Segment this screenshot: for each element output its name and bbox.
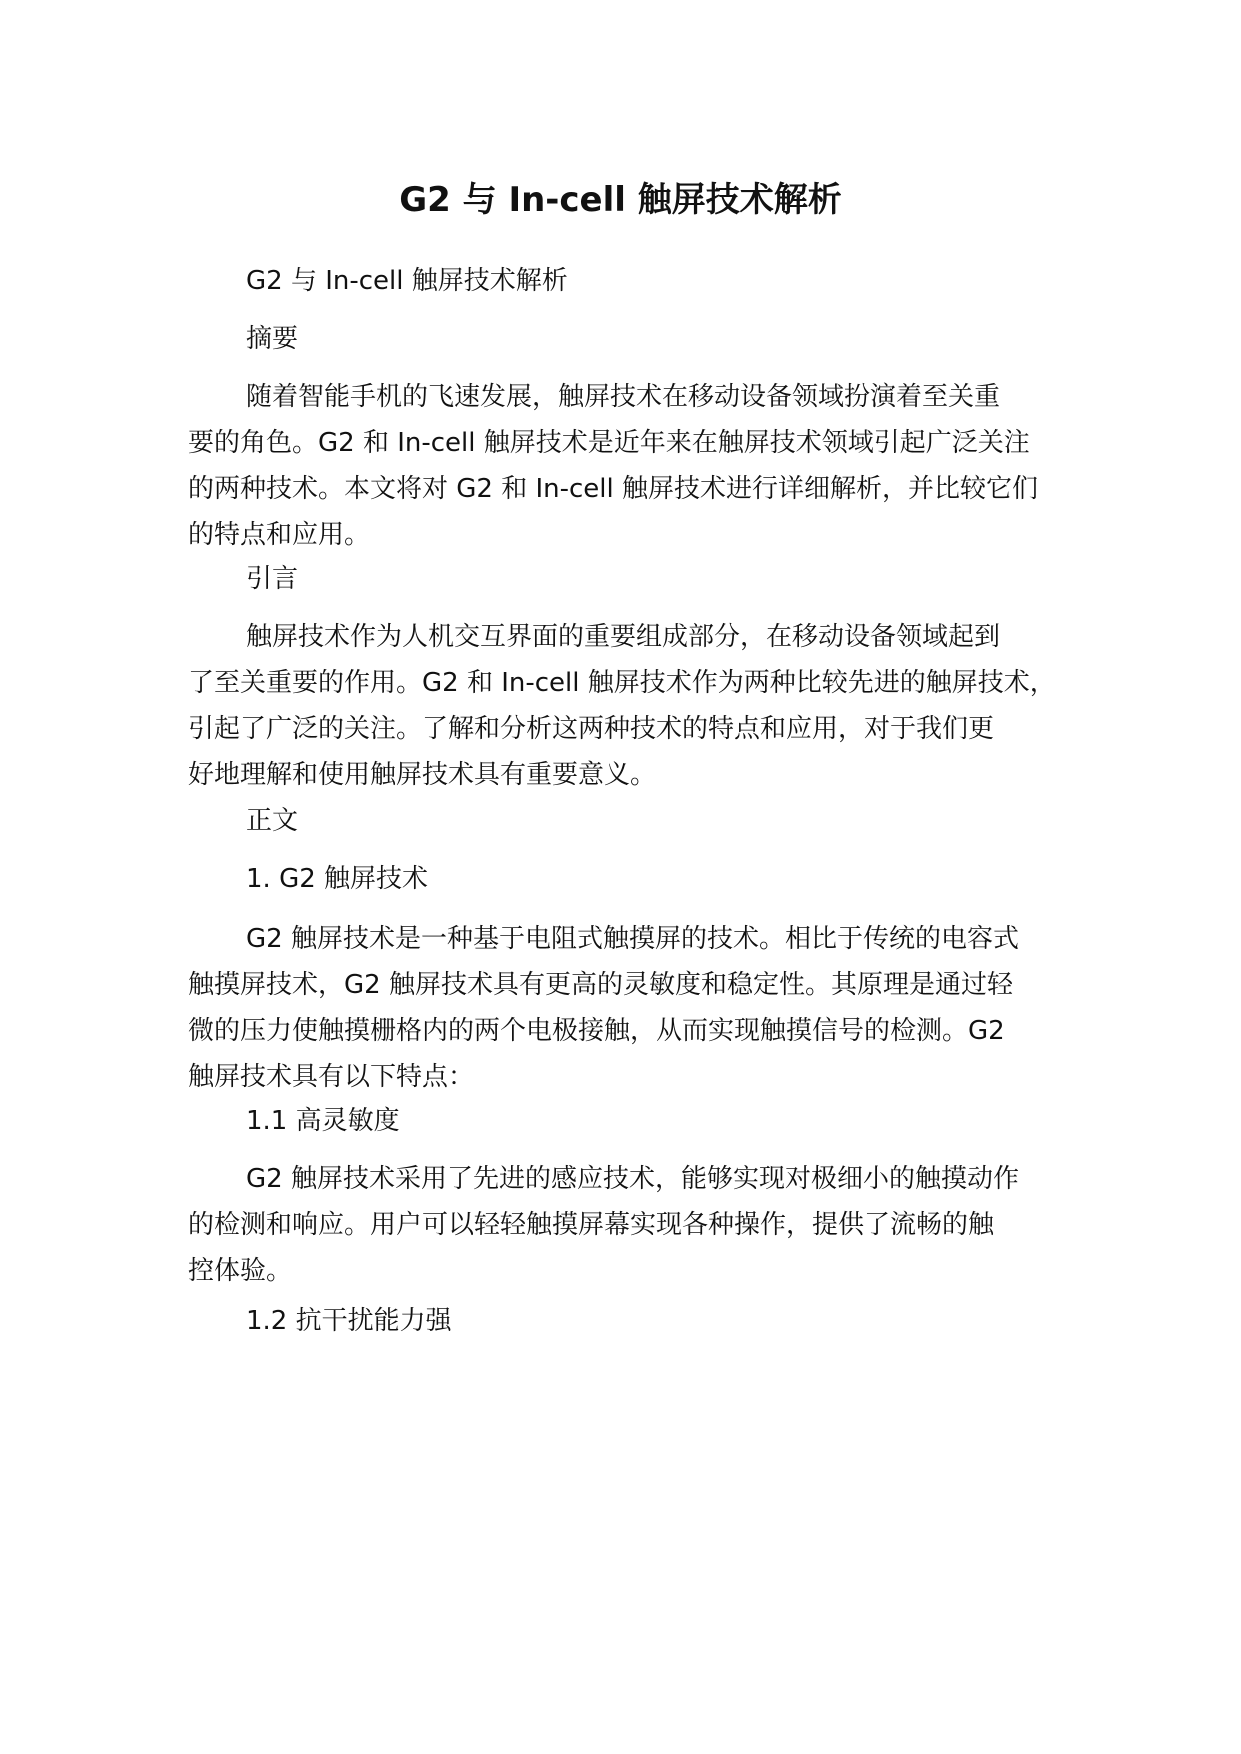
section1-1-line: G2 触屏技术采用了先进的感应技术，能够实现对极细小的触摸动作 xyxy=(246,1164,1019,1194)
abstract-line: 的特点和应用。 xyxy=(188,520,371,550)
intro-line: 好地理解和使用触屏技术具有重要意义。 xyxy=(188,760,657,790)
section1-1-line: 控体验。 xyxy=(188,1256,293,1286)
body-heading: 正文 xyxy=(246,806,299,836)
section1-line: 触摸屏技术，G2 触屏技术具有更高的灵敏度和稳定性。其原理是通过轻 xyxy=(188,970,1013,1000)
intro-line: 引起了广泛的关注。了解和分析这两种技术的特点和应用，对于我们更 xyxy=(188,714,995,744)
section1-1-paragraph xyxy=(188,1156,1088,1294)
subtitle: G2 与 In-cell 触屏技术解析 xyxy=(246,266,568,296)
abstract-line: 的两种技术。本文将对 G2 和 In-cell 触屏技术进行详细解析，并比较它们 xyxy=(188,474,1039,504)
intro-line: 了至关重要的作用。G2 和 In-cell 触屏技术作为两种比较先进的触屏技术， xyxy=(188,668,1056,698)
abstract-line: 随着智能手机的飞速发展，触屏技术在移动设备领域扮演着至关重 xyxy=(246,382,1001,412)
section1-1-line: 的检测和响应。用户可以轻轻触摸屏幕实现各种操作，提供了流畅的触 xyxy=(188,1210,995,1240)
document-title: G2 与 In-cell 触屏技术解析 xyxy=(399,180,842,220)
intro-line: 触屏技术作为人机交互界面的重要组成部分，在移动设备领域起到 xyxy=(246,622,1001,652)
abstract-paragraph xyxy=(188,374,1088,558)
section1-line: 微的压力使触摸栅格内的两个电极接触，从而实现触摸信号的检测。G2 xyxy=(188,1016,1005,1046)
intro-paragraph xyxy=(188,614,1088,798)
section1-line: 触屏技术具有以下特点： xyxy=(188,1062,475,1092)
intro-heading: 引言 xyxy=(246,564,299,594)
section1-1-heading: 1.1 高灵敏度 xyxy=(246,1106,400,1136)
abstract-heading: 摘要 xyxy=(246,324,299,354)
section1-heading: 1. G2 触屏技术 xyxy=(246,864,429,894)
abstract-line: 要的角色。G2 和 In-cell 触屏技术是近年来在触屏技术领域引起广泛关注 xyxy=(188,428,1030,458)
section1-paragraph xyxy=(188,916,1088,1100)
section1-line: G2 触屏技术是一种基于电阻式触摸屏的技术。相比于传统的电容式 xyxy=(246,924,1019,954)
section1-2-heading: 1.2 抗干扰能力强 xyxy=(246,1306,452,1336)
